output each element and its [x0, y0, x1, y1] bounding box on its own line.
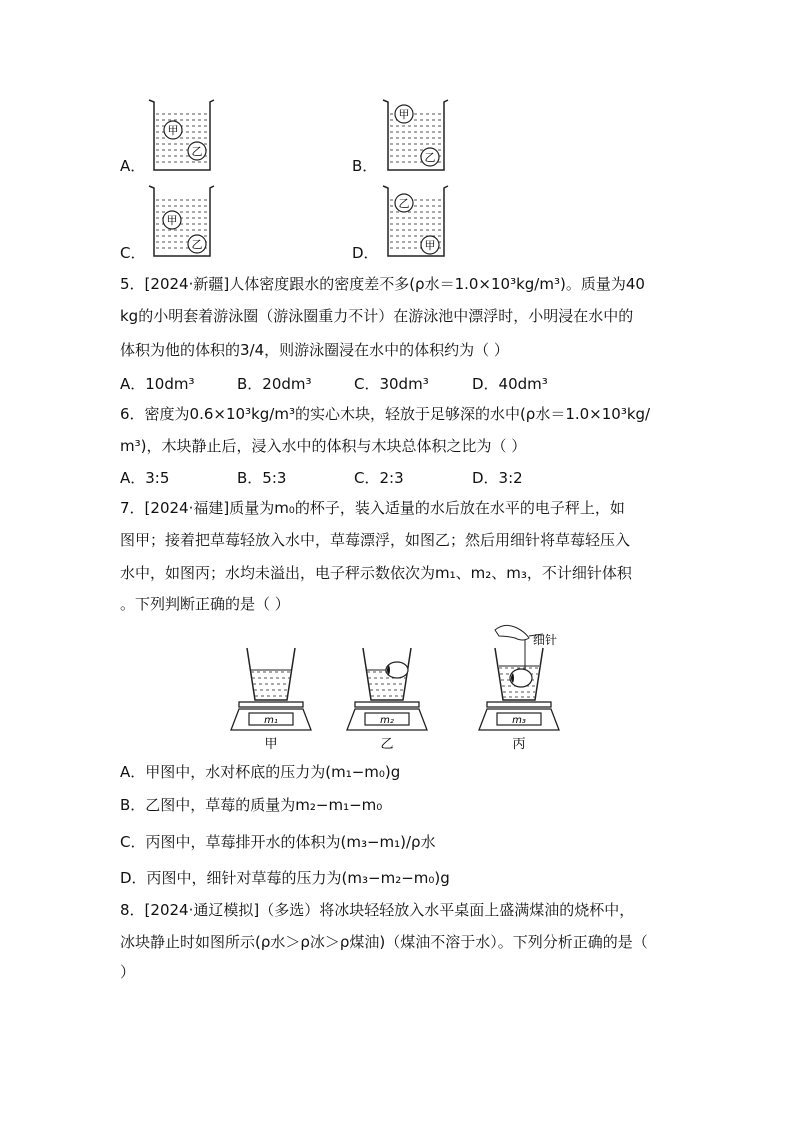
caption-yi: 乙	[380, 737, 394, 752]
q8-line-2: 冰块静止时如图所示(ρ水＞ρ冰＞ρ煤油)（煤油不溶于水）。下列分析正确的是（	[120, 933, 648, 951]
q7-line-3: 水中，如图丙；水均未溢出，电子秤示数依次为m₁、m₂、m₃，不计细针体积	[120, 564, 632, 582]
scale-jia	[231, 702, 311, 730]
q6-option-a: A．3:5	[120, 469, 170, 487]
ball-jia-label: 甲	[166, 214, 178, 227]
caption-jia: 甲	[264, 737, 278, 752]
q5-option-c: C．30dm³	[354, 375, 429, 393]
q5-line-3: 体积为他的体积的3/4，则游泳圈浸在水中的体积约为（ ）	[120, 341, 509, 359]
ball-yi-label: 乙	[191, 145, 203, 158]
needle-label: 细针	[533, 633, 558, 647]
q7-line-1: 7．[2024·福建]质量为m₀的杯子，装入适量的水后放在水平的电子秤上，如	[120, 499, 625, 517]
beaker-d	[380, 182, 450, 260]
ball-yi-label: 乙	[424, 151, 436, 164]
hand-icon	[495, 625, 529, 640]
q6-line-1: 6．密度为0.6×10³kg/m³的实心木块，轻放于足够深的水中(ρ水＝1.0×10³kg/	[120, 405, 651, 423]
q8-line-3: ）	[120, 963, 136, 981]
q6-option-d: D．3:2	[472, 469, 523, 487]
q7-line-4: 。下列判断正确的是（ ）	[120, 595, 290, 613]
option-b-label: B．	[352, 157, 378, 175]
option-d-label: D．	[352, 244, 379, 262]
beaker-a	[146, 96, 216, 174]
ball-yi-label: 乙	[398, 197, 410, 210]
q5-option-d: D．40dm³	[472, 375, 548, 393]
q6-line-2: m³)，木块静止后，浸入水中的体积与木块总体积之比为（ ）	[120, 437, 527, 455]
q7-option-d: D．丙图中，细针对草莓的压力为(m₃−m₂−m₀)g	[120, 869, 450, 887]
ball-jia-label: 甲	[167, 124, 179, 137]
q7-figure	[225, 622, 565, 754]
q6-option-b: B．5:3	[237, 469, 287, 487]
scale-jia-label: m₁	[264, 715, 278, 726]
q7-option-c: C．丙图中，草莓排开水的体积为(m₃−m₁)/ρ水	[120, 833, 436, 851]
ball-jia-label: 甲	[424, 239, 436, 252]
scale-yi-label: m₂	[380, 715, 394, 726]
caption-bing: 丙	[512, 737, 526, 752]
ball-jia-label: 甲	[398, 108, 410, 121]
cup-yi	[363, 648, 411, 700]
q7-option-a: A．甲图中，水对杯底的压力为(m₁−m₀)g	[120, 763, 401, 781]
cup-jia	[247, 648, 295, 700]
q5-option-b: B．20dm³	[237, 375, 312, 393]
beaker-c	[146, 182, 216, 260]
scale-bing	[479, 702, 559, 730]
ball-yi-label: 乙	[191, 238, 203, 251]
q8-line-1: 8．[2024·通辽模拟]（多选）将冰块轻轻放入水平桌面上盛满煤油的烧杯中，	[120, 901, 635, 919]
q5-line-1: 5．[2024·新疆]人体密度跟水的密度差不多(ρ水＝1.0×10³kg/m³)。质量为40	[120, 275, 645, 293]
q7-line-2: 图甲；接着把草莓轻放入水中，草莓漂浮，如图乙；然后用细针将草莓轻压入	[120, 531, 631, 549]
scale-yi	[347, 702, 427, 730]
q5-line-2: kg的小明套着游泳圈（游泳圈重力不计）在游泳池中漂浮时，小明浸在水中的	[120, 307, 634, 325]
option-c-label: C．	[120, 244, 146, 262]
beaker-b	[380, 96, 450, 174]
scale-bing-label: m₃	[512, 715, 526, 726]
q7-option-b: B．乙图中，草莓的质量为m₂−m₁−m₀	[120, 796, 383, 814]
q5-option-a: A．10dm³	[120, 375, 195, 393]
option-a-label: A．	[120, 157, 146, 175]
q6-option-c: C．2:3	[354, 469, 404, 487]
